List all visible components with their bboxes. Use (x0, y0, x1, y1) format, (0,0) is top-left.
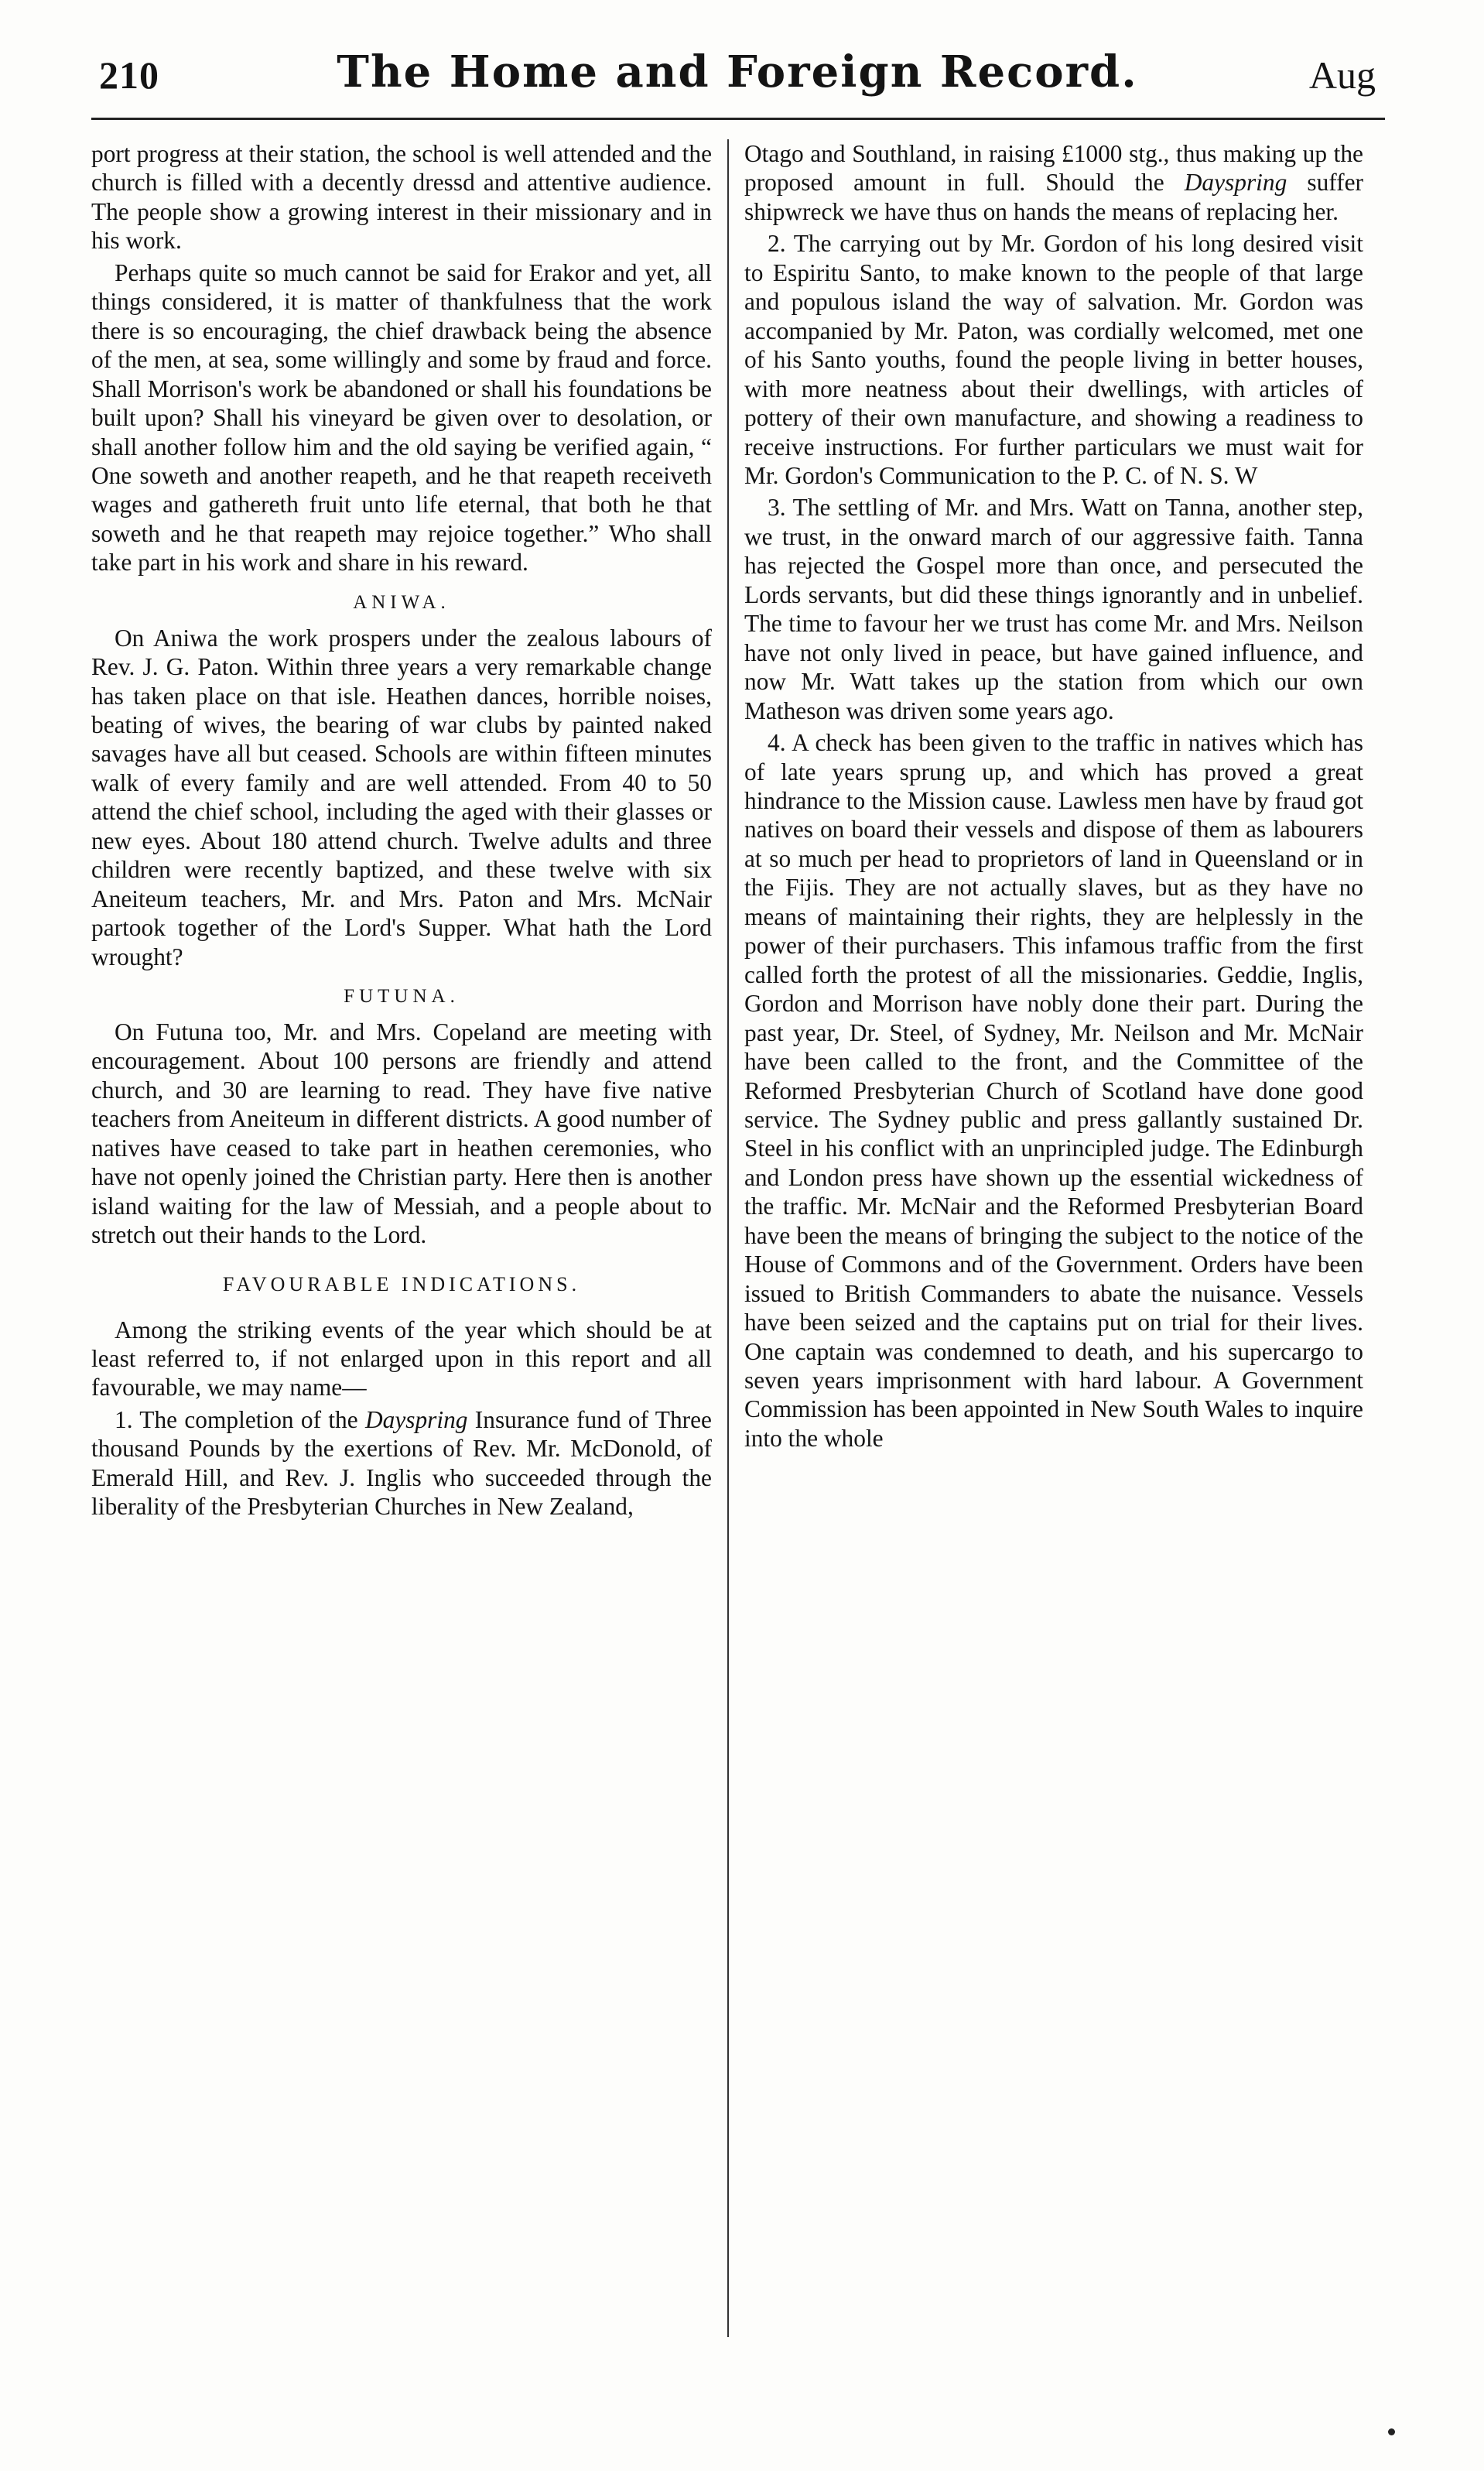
ink-dot (1388, 2428, 1395, 2435)
right-column (744, 139, 1363, 1456)
paragraph: Among the striking events of the year which should be at least referred to, if not enlarged upon in this report and all favourable, we may name— (91, 1316, 712, 1401)
paragraph (744, 139, 1363, 226)
paragraph: On Aniwa the work prospers under the zealous labours of Rev. J. G. Paton. Within three years a very remarkable change has taken place on that isle. Heathen dances, horrible noises, beating of wives, the bearing of war clubs by painted naked savages have all but ceased. Schools are within fifteen minutes walk of every family and are well attended. From 40 to 50 attend the chief school, including the aged with their glasses or new eyes. About 180 attend church. Twelve adults and three children were recently baptized, and these twelve with six Aneiteum teachers, Mr. and Mrs. Paton and Mrs. McNair partook together of the Lord's Supper. What hath the Lord wrought? (91, 624, 712, 970)
text-run: Insurance fund of Three thousand Pounds by the exertions of Rev. Mr. McDonold, of Emerald Hill, and Rev. J. Inglis who succeeded through the liberality of the Presbyterian Churches in New Zealand, (91, 1405, 712, 1521)
paragraph: 4. A check has been given to the traffic in natives which has of late years sprung up, and which has proved a great hindrance to the Mission cause. Lawless men have by fraud got natives on board their vessels and dispose of them as labourers at so much per head to proprietors of land in Queensland or in the Fijis. They are not actually slaves, but as they have no means of maintaining their rights, they are helplessly in the power of their purchasers. This infamous traffic from the first called forth the protest of all the missionaries. Geddie, Inglis, Gordon and Morrison have nobly done their part. During the past year, Dr. Steel, of Sydney, Mr. Neilson and Mr. McNair have been called to the front, and the Committee of the Reformed Presbyterian Church of Scotland have done good service. The Sydney public and press gallantly sustained Dr. Steel in his conflict with an unprincipled judge. The Edinburgh and London press have shown up the essential wickedness of the traffic. Mr. McNair and the Reformed Presbyterian Board have been the means of bringing the subject to the notice of the House of Commons and of the Government. Orders have been issued to British Commanders to abate the nuisance. Vessels have been seized and the captains put on trial for their lives. One captain was condemned to death, and his supercargo to seven years imprisonment with hard labour. A Government Commission has been appointed in New South Wales to inquire into the whole (744, 729, 1363, 1452)
left-column (91, 139, 712, 1525)
section-heading-futuna: FUTUNA. (344, 986, 460, 1008)
month-label: Aug (1308, 53, 1376, 97)
page-number: 210 (99, 53, 159, 97)
section-heading-aniwa: ANIWA. (353, 591, 450, 613)
paragraph: Perhaps quite so much cannot be said for Erakor and yet, all things considered, it is matter of thankfulness that the work there is so encouraging, the chief drawback being the absence of the men, at sea, some willingly and some by fraud and force. Shall Morrison's work be abandoned or shall his foundations be built upon? Shall his vineyard be given over to desolation, or shall another follow him and the old saying be verified again, “ One soweth and another reapeth, and he that reapeth receiveth wages and gathereth fruit unto life eternal, that both he that soweth and he that reapeth may rejoice together.” Who shall take part in his work and share in his reward. (91, 258, 712, 577)
ship-name: Dayspring (1184, 169, 1287, 197)
running-head (99, 46, 1376, 108)
paragraph (91, 1405, 712, 1521)
paragraph: 3. The settling of Mr. and Mrs. Watt on Tanna, another step, we trust, in the onward march of our aggressive faith. Tanna has rejected the Gospel more than once, and persecuted the Lords servants, but did these things ignorantly and in unbelief. The time to favour her we trust has come Mr. and Mrs. Neilson have not only lived in peace, but have gained influence, and now Mr. Watt takes up the station from which our own Matheson was driven some years ago. (744, 494, 1363, 724)
paragraph: On Futuna too, Mr. and Mrs. Copeland are meeting with encouragement. About 100 persons are friendly and attend church, and 30 are learning to read. They have five native teachers from Aneiteum in different districts. A good number of natives have ceased to take part in heathen ceremonies, who have not openly joined the Christian party. Here then is another island waiting for the law of Messiah, and a people about to stretch out their hands to the Lord. (91, 1018, 712, 1249)
text-run: Otago and Southland, in raising £1000 stg., thus making up the proposed amount in full. Should the (744, 140, 1363, 197)
section-heading-favourable-indications: FAVOURABLE INDICATIONS. (222, 1273, 581, 1296)
journal-title: The Home and Foreign Record. (337, 46, 1138, 98)
ship-name: Dayspring (364, 1405, 468, 1433)
text-run: suffer shipwreck we have thus on hands the means of replacing her. (744, 169, 1363, 225)
header-rule (91, 118, 1385, 120)
text-run: 1. The completion of the (115, 1405, 365, 1433)
column-divider (727, 139, 729, 2337)
paragraph: port progress at their station, the school is well attended and the church is filled with a decently dressd and attentive audience. The people show a growing interest in their missionary and in his work. (91, 140, 712, 255)
paragraph: 2. The carrying out by Mr. Gordon of his long desired visit to Espiritu Santo, to make known to the people of that large and populous island the way of salvation. Mr. Gordon was accompanied by Mr. Paton, was cordially welcomed, met one of his Santo youths, found the people living in better houses, with more neatness about their dwellings, with articles of pottery of their own manufacture, and showing a readiness to receive instructions. For further particulars we must wait for Mr. Gordon's Communication to the P. C. of N. S. W (744, 230, 1363, 489)
